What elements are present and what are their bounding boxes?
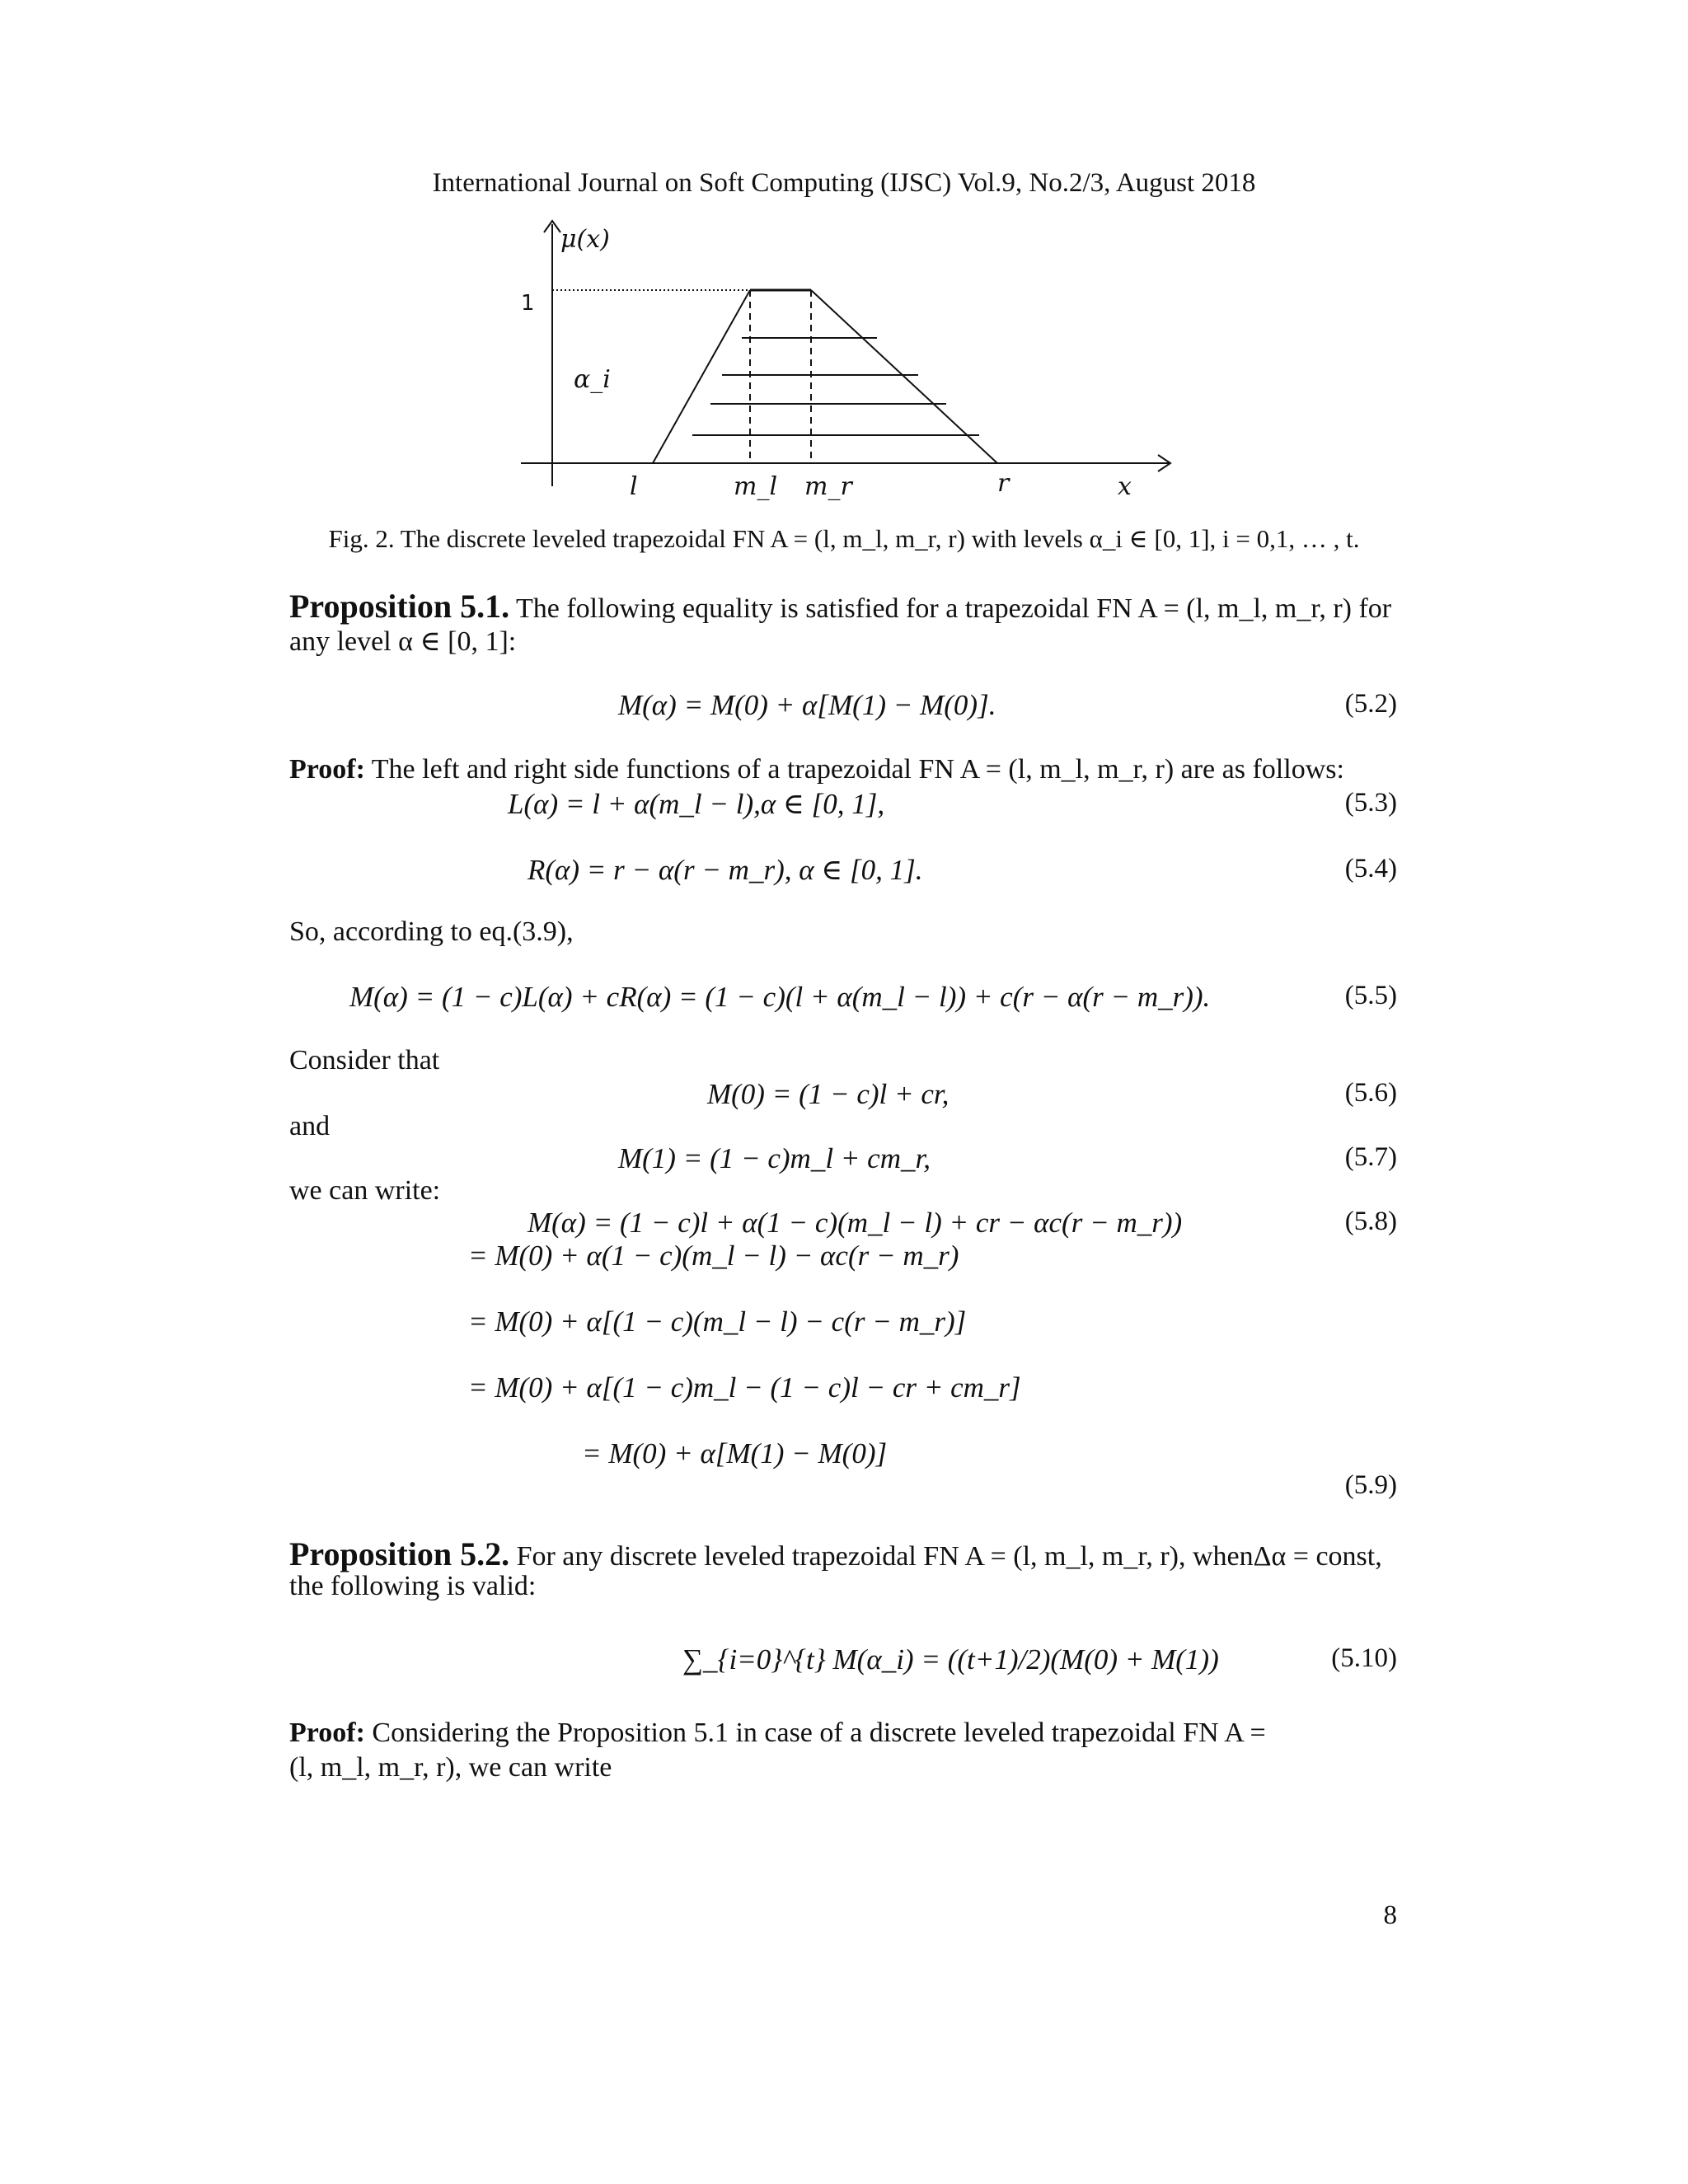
equation-number-5-6: (5.6) [1344, 1078, 1397, 1108]
journal-header: International Journal on Soft Computing (IJSC) Vol.9, No.2/3, August 2018 [432, 168, 1256, 198]
proposition-5-2-text-line2: the following is valid: [289, 1571, 537, 1601]
equation-5-8-line5: = M(0) + α[M(1) − M(0)] [582, 1437, 888, 1469]
equation-5-8-line1: M(α) = (1 − c)l + α(1 − c)(m_l − l) + cr − αc(r − m_r)) [528, 1207, 1183, 1239]
equation-5-2: M(α) = M(0) + α[M(1) − M(0)]. [618, 689, 996, 721]
equation-5-4: R(α) = r − α(r − m_r), α ∈ [0, 1]. [528, 854, 923, 886]
trapezoidal-fn-figure [495, 214, 1203, 511]
proof-2-text-line2: (l, m_l, m_r, r), we can write [289, 1752, 612, 1783]
equation-5-6: M(0) = (1 − c)l + cr, [707, 1078, 950, 1110]
proposition-5-1-text: The following equality is satisfied for a trapezoidal FN A = (l, m_l, m_r, r) for [515, 593, 1392, 624]
equation-number-5-3: (5.3) [1344, 788, 1397, 818]
proof-1 [289, 754, 1344, 785]
proof-label: Proof: [289, 1718, 365, 1748]
proposition-5-1-text-line2: any level α ∈ [0, 1]: [289, 626, 517, 657]
x-tick-r: r [997, 469, 1010, 498]
proof-1-text: The left and right side functions of a trapezoidal FN A = (l, m_l, m_r, r) are as follows: [371, 754, 1344, 785]
equation-5-8-line3: = M(0) + α[(1 − c)(m_l − l) − c(r − m_r)] [468, 1305, 967, 1338]
proposition-5-1 [289, 587, 1391, 626]
left-side [653, 290, 750, 463]
proof-2 [289, 1718, 1266, 1749]
proposition-5-2 [289, 1535, 1382, 1573]
x-tick-l: l [630, 472, 638, 501]
equation-5-5: M(α) = (1 − c)L(α) + cR(α) = (1 − c)(l + α(m_l − l)) + c(r − α(r − m_r)). [349, 981, 1211, 1013]
equation-number-5-5: (5.5) [1344, 981, 1397, 1010]
proof-label: Proof: [289, 754, 365, 785]
one-tick-label: 1 [521, 291, 535, 316]
proposition-5-2-title: Proposition 5.2. [289, 1535, 510, 1572]
text-and: and [289, 1111, 331, 1141]
equation-5-3: L(α) = l + α(m_l − l),α ∈ [0, 1], [508, 788, 885, 820]
right-side [811, 290, 997, 463]
equation-number-5-7: (5.7) [1344, 1142, 1397, 1172]
equation-5-8-line4: = M(0) + α[(1 − c)m_l − (1 − c)l − cr + cm_r] [468, 1371, 1021, 1404]
page-number: 8 [1383, 1900, 1397, 1930]
equation-number-5-2: (5.2) [1344, 689, 1397, 719]
equation-5-8-line2: = M(0) + α(1 − c)(m_l − l) − αc(r − m_r) [468, 1240, 959, 1272]
x-tick-mr: m_r [804, 472, 852, 501]
equation-number-5-9: (5.9) [1344, 1470, 1397, 1500]
x-tick-ml: m_l [734, 472, 778, 501]
figure-caption: Fig. 2. The discrete leveled trapezoidal FN A = (l, m_l, m_r, r) with levels α_i ∈ [0, 1], i = 0,1, … , t. [328, 524, 1360, 553]
proof-2-text: Considering the Proposition 5.1 in case of a discrete leveled trapezoidal FN A = [372, 1718, 1266, 1748]
proposition-5-1-title: Proposition 5.1. [289, 588, 510, 625]
text-we-can-write: we can write: [289, 1175, 441, 1206]
equation-number-5-8: (5.8) [1344, 1207, 1397, 1236]
equation-number-5-10: (5.10) [1331, 1643, 1397, 1673]
x-axis-label: x [1118, 472, 1132, 501]
text-consider-that: Consider that [289, 1045, 440, 1076]
equation-number-5-4: (5.4) [1344, 854, 1397, 883]
alpha-label: α_i [574, 365, 611, 394]
equation-5-7: M(1) = (1 − c)m_l + cm_r, [618, 1142, 931, 1174]
text-so-according: So, according to eq.(3.9), [289, 916, 574, 947]
proposition-5-2-text: For any discrete leveled trapezoidal FN A = (l, m_l, m_r, r), whenΔα = const, [516, 1541, 1382, 1572]
y-axis-label: μ(x) [560, 225, 610, 254]
equation-5-10: ∑_{i=0}^{t} M(α_i) = ((t+1)/2)(M(0) + M(1)) [682, 1643, 1219, 1675]
